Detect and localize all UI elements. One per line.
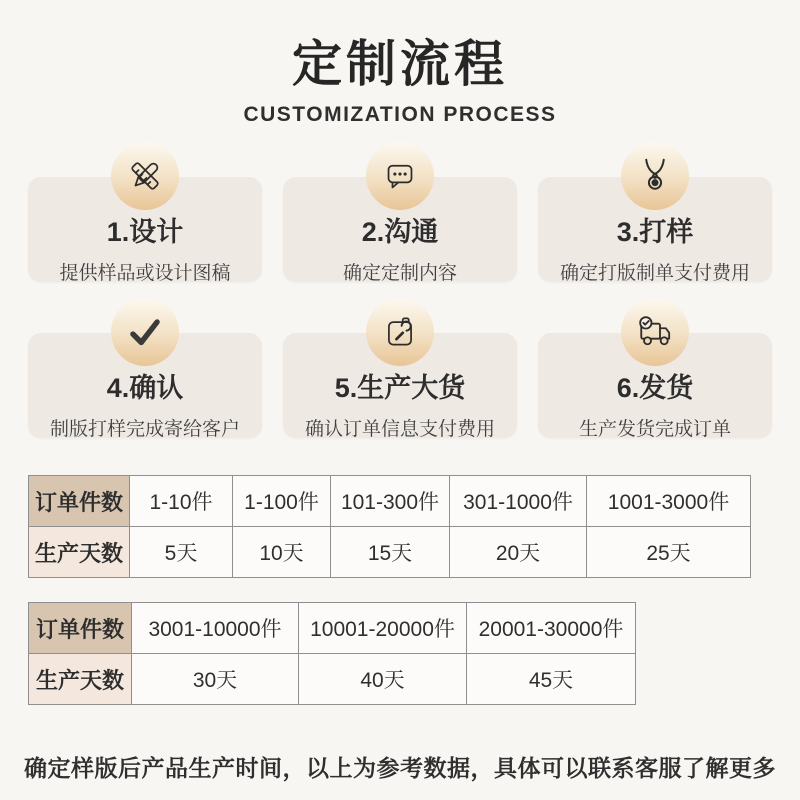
process-step-6 [538,298,772,438]
footer-note: 确定样版后产品生产时间，以上为参考数据，具体可以联系客服了解更多 [24,755,776,781]
step-icon-circle [621,298,689,366]
step-icon-circle [366,142,434,210]
table-cell: 301-1000件 [450,476,587,527]
page-title: 定制流程 [292,36,508,92]
step-title: 4.确认 [106,373,184,403]
row-header-production-days: 生产天数 [29,527,130,578]
table-cell: 30天 [132,654,299,705]
design-icon [126,157,164,195]
table-row [29,603,636,654]
table-cell: 1-100件 [233,476,331,527]
process-step-4 [28,298,262,438]
step-description: 提供样品或设计图稿 [59,263,231,284]
process-steps [28,142,772,438]
table-cell: 10天 [233,527,331,578]
process-step-5 [283,298,517,438]
step-icon-circle [111,142,179,210]
step-title: 3.打样 [616,217,694,247]
step-description: 制版打样完成寄给客户 [49,419,240,440]
table-cell: 3001-10000件 [132,603,299,654]
table-cell: 1-10件 [130,476,233,527]
chat-icon [381,157,419,195]
table-cell: 10001-20000件 [299,603,467,654]
page-subtitle: CUSTOMIZATION PROCESS [243,103,557,126]
process-step-3 [538,142,772,282]
process-step-2 [283,142,517,282]
table-cell: 20天 [450,527,587,578]
necklace-icon [635,156,675,196]
table-row [29,476,751,527]
row-header-production-days: 生产天数 [29,654,132,705]
step-title: 5.生产大货 [334,373,466,403]
page-header [0,0,800,127]
row-header-order-quantity: 订单件数 [29,603,132,654]
step-description: 确定定制内容 [342,263,457,284]
step-icon-circle [621,142,689,210]
step-description: 确认订单信息支付费用 [304,419,495,440]
table-cell: 45天 [467,654,636,705]
table-cell: 20001-30000件 [467,603,636,654]
table-cell: 1001-3000件 [587,476,751,527]
step-description: 生产发货完成订单 [578,419,731,440]
table-row [29,654,636,705]
delivery-truck-icon [635,312,675,352]
table-cell: 25天 [587,527,751,578]
row-header-order-quantity: 订单件数 [29,476,130,527]
production-time-table-2 [28,602,636,705]
table-cell: 15天 [331,527,450,578]
checkmark-icon [125,312,165,352]
table-cell: 40天 [299,654,467,705]
step-icon-circle [366,298,434,366]
process-step-1 [28,142,262,282]
step-icon-circle [111,298,179,366]
table-cell: 5天 [130,527,233,578]
production-time-table-1 [28,475,751,578]
step-description: 确定打版制单支付费用 [559,263,750,284]
step-title: 6.发货 [616,373,694,403]
step-title: 2.沟通 [361,217,439,247]
table-row [29,527,751,578]
table-cell: 101-300件 [331,476,450,527]
toolbox-wrench-icon [381,313,419,351]
step-title: 1.设计 [106,217,184,247]
